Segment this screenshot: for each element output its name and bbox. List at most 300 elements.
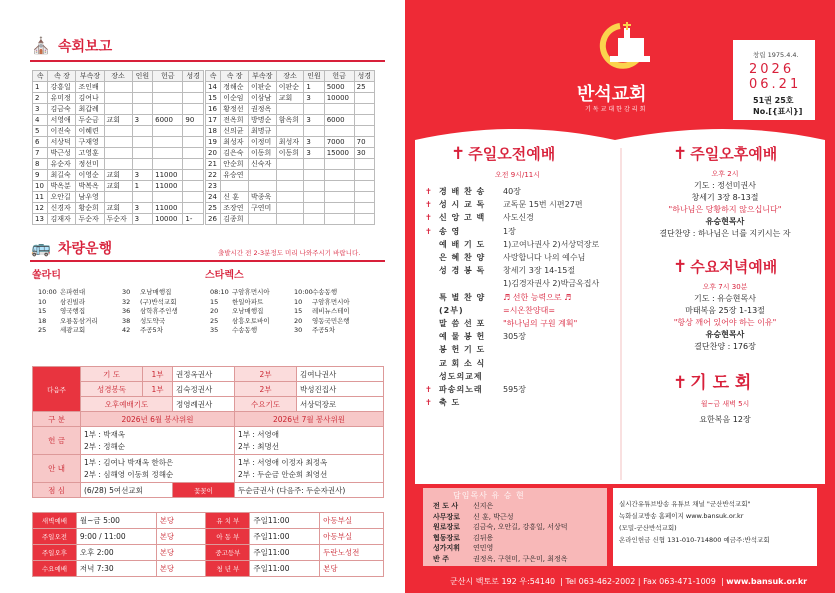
news-cell: 두순자 bbox=[76, 214, 104, 225]
staff-names: 신 훈, 박근성 bbox=[473, 512, 514, 521]
news-cell bbox=[324, 181, 354, 192]
order-value: 교독문 15번 시편27편 bbox=[503, 200, 583, 210]
news-cell bbox=[153, 159, 183, 170]
news-row bbox=[33, 159, 204, 170]
order-cross-icon bbox=[425, 277, 439, 290]
schedule-row bbox=[33, 513, 384, 529]
wed-preacher: 유승현목사 bbox=[705, 330, 745, 339]
order-row bbox=[425, 251, 599, 264]
staff-list bbox=[433, 501, 568, 564]
schedule-cell: 주일오전 bbox=[33, 529, 77, 545]
schedule-row bbox=[33, 561, 384, 577]
news-cell bbox=[324, 159, 354, 170]
news-cell: 이순임 bbox=[221, 93, 249, 104]
order-name: 성 시 교 독 bbox=[439, 200, 486, 210]
bus-stop-cell: 20 bbox=[294, 316, 303, 325]
news-cell: 15 bbox=[206, 93, 221, 104]
news-cell: 최갑례 bbox=[76, 104, 104, 115]
news-cell: 8 bbox=[33, 159, 48, 170]
news-cell: 고영훈 bbox=[76, 148, 104, 159]
order-name: 특 별 찬 양 bbox=[439, 292, 486, 302]
duty-rowhead: 다음주 bbox=[33, 367, 81, 412]
staff-names: 권정옥, 구현미, 구은미, 최정옥 bbox=[473, 554, 568, 563]
order-name: 송 영 bbox=[439, 226, 461, 236]
news-cell: 9 bbox=[33, 170, 48, 181]
news-cell: 신경자 bbox=[48, 203, 76, 214]
bus-stop-row bbox=[210, 326, 382, 336]
news-row bbox=[33, 137, 204, 148]
bus-stop-cell: 삼학휴주인생 bbox=[140, 307, 178, 316]
news-cell: 교회 bbox=[104, 170, 132, 181]
pm-title-text: 주일오후예배 bbox=[690, 145, 778, 163]
pm-scripture: 창세기 3장 8-13절 bbox=[691, 193, 759, 202]
bus-stop-row bbox=[210, 307, 382, 317]
news-cell bbox=[354, 104, 374, 115]
bus-stop-row bbox=[38, 288, 210, 298]
order-row bbox=[425, 211, 599, 224]
order-name: (2부) bbox=[439, 305, 464, 315]
bus-stop-cell: 25 bbox=[38, 326, 47, 335]
order-name: 말 씀 선 포 bbox=[439, 319, 486, 329]
duty-label: 수요기도 bbox=[235, 397, 297, 412]
news-header-cell: 속 장 bbox=[48, 71, 76, 82]
wed-prayer: 기도 : 유승현목사 bbox=[694, 294, 756, 303]
news-cell bbox=[354, 159, 374, 170]
pm-prayer: 기도 : 정선미권사 bbox=[694, 181, 756, 190]
news-header-cell: 성경 bbox=[183, 71, 204, 82]
bus-note: 출발시간 전 2-3분정도 미리 나와주시기 바랍니다. bbox=[218, 249, 361, 257]
duty-label: 오후예배기도 bbox=[81, 397, 173, 412]
order-row bbox=[425, 238, 599, 251]
news-cell bbox=[354, 115, 374, 126]
news-cell: 3 bbox=[132, 203, 153, 214]
pm-service-title bbox=[673, 143, 777, 164]
news-cell: 6000 bbox=[324, 115, 354, 126]
footer-bar: 군산시 백토로 192 우:54140 | Tel 063-462-2002 | Fax 063-471-1009 | www.bansuk.or.kr bbox=[405, 571, 835, 593]
news-row bbox=[33, 148, 204, 159]
order-name bbox=[439, 277, 503, 290]
news-cell bbox=[104, 104, 132, 115]
news-cell: 이혜련 bbox=[76, 126, 104, 137]
news-cell bbox=[354, 192, 374, 203]
bus-stop-row bbox=[38, 326, 210, 336]
news-cell bbox=[132, 137, 153, 148]
news-cell bbox=[324, 170, 354, 181]
news-cell: 이영순 bbox=[76, 170, 104, 181]
news-cell: 정선미 bbox=[76, 159, 104, 170]
offering-line: 1부 : 서영애 bbox=[238, 429, 280, 439]
news-cell bbox=[354, 126, 374, 137]
news-row bbox=[206, 192, 375, 203]
contact-box bbox=[613, 488, 817, 566]
duty-label: 꽃꽂이 bbox=[173, 483, 235, 498]
wed-scripture: 마태복음 25장 1-13절 bbox=[685, 306, 765, 315]
order-value: 40장 bbox=[503, 187, 521, 196]
bus-stop-cell: 25 bbox=[210, 316, 219, 325]
wed-time: 오후 7시 30분 bbox=[702, 283, 748, 291]
contact-line: 실시간유튜브방송 유튜브 채널 "군산반석교회" bbox=[619, 500, 751, 508]
bus-icon: 🚌 bbox=[31, 238, 51, 257]
news-cell: 최길숙 bbox=[48, 170, 76, 181]
news-cell bbox=[276, 181, 304, 192]
news-row bbox=[206, 203, 375, 214]
news-cell bbox=[276, 126, 304, 137]
news-cell: 10000 bbox=[324, 93, 354, 104]
news-cell: 7000 bbox=[324, 137, 354, 148]
news-cell: 교회 bbox=[104, 203, 132, 214]
pm-sermon: "하나님은 당황하지 않으십니다" bbox=[668, 205, 782, 214]
news-cell: 이판순 bbox=[276, 82, 304, 93]
order-cross-icon: ✝ bbox=[425, 200, 432, 210]
news-cell bbox=[304, 214, 324, 225]
cross-icon: ✝ bbox=[673, 373, 688, 393]
left-page bbox=[0, 0, 400, 593]
bus-stop-cell: 15 bbox=[210, 297, 219, 306]
news-row bbox=[206, 159, 375, 170]
schedule-cell: 주일11:00 bbox=[250, 529, 320, 545]
staff-row bbox=[433, 512, 568, 523]
order-cross-icon bbox=[425, 370, 439, 383]
founded-date: 창립 1975.4.4. bbox=[753, 51, 799, 59]
bus-stop-cell: 레비뉴스테이 bbox=[312, 307, 350, 316]
bus-stop-cell: 주공5차 bbox=[140, 326, 163, 335]
news-cell: 구연미 bbox=[248, 203, 276, 214]
news-row bbox=[206, 104, 375, 115]
news-header-cell: 부속장 bbox=[248, 71, 276, 82]
church-name: 반석교회 bbox=[577, 84, 647, 105]
news-cell: 3 bbox=[132, 214, 153, 225]
news-cell: 3 bbox=[132, 170, 153, 181]
duty-person: 김여나권사 bbox=[297, 367, 384, 382]
news-cell bbox=[132, 126, 153, 137]
news-cell: 전옥희 bbox=[221, 115, 249, 126]
am-title-text: 주일오전예배 bbox=[468, 145, 556, 163]
news-cell bbox=[153, 137, 183, 148]
news-cell bbox=[183, 93, 204, 104]
news-cell bbox=[324, 203, 354, 214]
church-subtitle: 기독교대한감리회 bbox=[585, 106, 648, 113]
news-cell: 박종욱 bbox=[248, 192, 276, 203]
news-cell: 19 bbox=[206, 137, 221, 148]
news-cell: 유승연 bbox=[221, 170, 249, 181]
bus-section-header bbox=[30, 238, 112, 258]
order-cross-icon: ✝ bbox=[425, 398, 432, 408]
news-row bbox=[206, 126, 375, 137]
order-value: 창세기 3장 14-15절 bbox=[503, 266, 576, 276]
bus-stop-cell: 수송동행 bbox=[232, 326, 258, 335]
news-cell bbox=[183, 148, 204, 159]
news-header-cell: 인원 bbox=[132, 71, 153, 82]
bus-stop-cell: 15 bbox=[294, 307, 303, 316]
wed-closing: 결단찬양 : 176장 bbox=[694, 342, 756, 351]
order-value: 305장 bbox=[503, 332, 526, 342]
bus-title: 차량운행 bbox=[58, 241, 113, 257]
news-cell: 6000 bbox=[153, 115, 183, 126]
duty-table bbox=[32, 366, 384, 498]
schedule-cell: 수요예배 bbox=[33, 561, 77, 577]
order-value: 1)고여나권사 2)서상덕장로 bbox=[503, 239, 600, 249]
news-cell: 유순자 bbox=[48, 159, 76, 170]
news-cell bbox=[324, 104, 354, 115]
schedule-cell: 주일11:00 bbox=[250, 545, 320, 561]
bus-stop-cell: 18 bbox=[38, 316, 47, 325]
news-row bbox=[33, 82, 204, 93]
news-cell: 남우영 bbox=[76, 192, 104, 203]
news-cell bbox=[304, 170, 324, 181]
schedule-cell: 중고등부 bbox=[206, 545, 250, 561]
news-cell bbox=[276, 104, 304, 115]
order-row bbox=[425, 304, 599, 317]
news-cell bbox=[183, 181, 204, 192]
news-cell: 3 bbox=[304, 115, 324, 126]
issue-card bbox=[733, 40, 815, 120]
order-cross-icon bbox=[425, 317, 439, 330]
order-row bbox=[425, 370, 599, 383]
order-name: 예 물 봉 헌 bbox=[439, 332, 486, 342]
order-name: 경 배 찬 송 bbox=[439, 187, 486, 196]
schedule-cell: 본당 bbox=[156, 561, 206, 577]
staff-names: 연민영 bbox=[473, 544, 494, 552]
order-name: 은 혜 찬 양 bbox=[439, 253, 486, 263]
news-cell bbox=[221, 181, 249, 192]
order-cross-icon: ✝ bbox=[425, 213, 432, 223]
news-header-cell: 헌금 bbox=[153, 71, 183, 82]
news-row bbox=[206, 181, 375, 192]
bus-stop-cell: 삼흥오토바이 bbox=[232, 316, 270, 325]
news-row bbox=[33, 170, 204, 181]
news-cell bbox=[104, 126, 132, 137]
news-cell bbox=[104, 137, 132, 148]
schedule-cell: 주일11:00 bbox=[250, 561, 320, 577]
dawn-title-text: 기 도 회 bbox=[690, 373, 752, 393]
dawn-service-title bbox=[673, 368, 751, 393]
order-name: 성도의교제 bbox=[439, 371, 483, 381]
order-row bbox=[425, 198, 599, 211]
news-cell bbox=[183, 126, 204, 137]
news-cell bbox=[183, 137, 204, 148]
news-cell bbox=[276, 170, 304, 181]
news-cell: 70 bbox=[354, 137, 374, 148]
bus-stop-cell: 구암휴먼시아 bbox=[312, 297, 350, 306]
schedule-cell: 본당 bbox=[156, 529, 206, 545]
contact-list bbox=[619, 498, 770, 546]
schedule-row bbox=[33, 529, 384, 545]
schedule-cell: 주일11:00 bbox=[250, 513, 320, 529]
news-cell: 황순희 bbox=[76, 203, 104, 214]
news-cell: 3 bbox=[304, 93, 324, 104]
bus-stop-cell: 10 bbox=[38, 297, 47, 306]
bus-stop-cell: 주공5차 bbox=[312, 326, 335, 335]
bus-stop-cell: 30 bbox=[122, 288, 131, 296]
bus-stop-cell: 20 bbox=[210, 307, 219, 316]
footer-phone: Tel 063-462-2002 | Fax 063-471-1009 bbox=[565, 577, 716, 586]
news-cell: 신 훈 bbox=[221, 192, 249, 203]
news-cell bbox=[104, 159, 132, 170]
news-cell bbox=[304, 181, 324, 192]
staff-row bbox=[433, 533, 568, 544]
issue-date: 06.21 bbox=[749, 77, 802, 92]
news-cell bbox=[153, 148, 183, 159]
news-cell bbox=[132, 148, 153, 159]
news-cell: 박근성 bbox=[48, 148, 76, 159]
news-cell: 박복옥 bbox=[76, 181, 104, 192]
news-cell: 김은숙 bbox=[221, 148, 249, 159]
bus-stop-cell: 38 bbox=[122, 316, 131, 325]
news-cell: 유미정 bbox=[48, 93, 76, 104]
news-cell bbox=[132, 93, 153, 104]
bus-right-list bbox=[210, 288, 382, 336]
order-value: 1장 bbox=[503, 226, 516, 236]
news-cell: 3 bbox=[304, 148, 324, 159]
schedule-cell: 9:00 / 11:00 bbox=[76, 529, 156, 545]
pm-service-details bbox=[630, 168, 820, 240]
news-cell: 25 bbox=[354, 82, 374, 93]
dawn-time: 월~금 새벽 5시 bbox=[700, 400, 750, 408]
news-cell bbox=[248, 214, 276, 225]
wed-service-title bbox=[673, 256, 777, 277]
bus-stop-row bbox=[210, 298, 382, 308]
schedule-cell: 본당 bbox=[156, 545, 206, 561]
usher-line: 2부 : 두순금 안순희 최영선 bbox=[238, 469, 328, 479]
bus-stop-cell: 32 bbox=[122, 297, 131, 306]
pm-preacher: 유승현목사 bbox=[705, 217, 745, 226]
duty-part: 1부 bbox=[143, 382, 173, 397]
news-cell: 방명순 bbox=[248, 115, 276, 126]
staff-row bbox=[433, 501, 568, 512]
news-cell bbox=[304, 203, 324, 214]
news-cell: 17 bbox=[206, 115, 221, 126]
order-name: 성 경 봉 독 bbox=[439, 266, 486, 276]
news-cell bbox=[104, 192, 132, 203]
news-cell bbox=[276, 159, 304, 170]
news-header-cell: 속 장 bbox=[221, 71, 249, 82]
staff-role: 성가지휘 bbox=[433, 544, 461, 552]
order-cross-icon: ✝ bbox=[425, 226, 432, 236]
bus-stop-row bbox=[38, 307, 210, 317]
news-cell: 1 bbox=[132, 181, 153, 192]
news-cell: 이진숙 bbox=[48, 126, 76, 137]
bus-stop-cell: 성도약국 bbox=[140, 316, 166, 325]
news-cell bbox=[153, 82, 183, 93]
news-cell bbox=[248, 170, 276, 181]
news-cell bbox=[324, 126, 354, 137]
news-cell: 서영애 bbox=[48, 115, 76, 126]
news-cell bbox=[354, 181, 374, 192]
news-cell: 23 bbox=[206, 181, 221, 192]
bus-right-name: 스타렉스 bbox=[205, 270, 244, 281]
church-icon: ⛪ bbox=[31, 36, 51, 55]
staff-role: 원로장로 bbox=[433, 523, 461, 531]
duty-person: 김숙정권사 bbox=[173, 382, 235, 397]
news-cell: 안순희 bbox=[221, 159, 249, 170]
footer-website[interactable]: www.bansuk.or.kr bbox=[726, 577, 808, 586]
news-cell: 강흥일 bbox=[48, 82, 76, 93]
order-cross-icon: ✝ bbox=[425, 385, 432, 395]
news-section-header bbox=[30, 36, 112, 56]
news-header-cell: 부속장 bbox=[76, 71, 104, 82]
bus-stop-cell: 오남매행집 bbox=[232, 307, 264, 316]
news-cell: 김재자 bbox=[48, 214, 76, 225]
order-row bbox=[425, 343, 599, 356]
news-cell: 16 bbox=[206, 104, 221, 115]
bus-stop-cell: 30 bbox=[294, 326, 303, 335]
duty-label: 성경봉독 bbox=[81, 382, 143, 397]
news-header-cell: 속 bbox=[206, 71, 221, 82]
pm-time: 오후 2시 bbox=[711, 170, 739, 178]
offering-june bbox=[81, 427, 235, 455]
news-cell bbox=[183, 159, 204, 170]
news-cell: 황정선 bbox=[221, 104, 249, 115]
news-cell bbox=[324, 192, 354, 203]
news-row bbox=[33, 214, 204, 225]
news-row bbox=[33, 126, 204, 137]
duty-person: 서상덕장로 bbox=[297, 397, 384, 412]
news-cell: 이삼남 bbox=[248, 93, 276, 104]
bus-stop-cell: 오남매행집 bbox=[140, 288, 172, 296]
news-header-cell: 인원 bbox=[304, 71, 324, 82]
schedule-cell: 새벽예배 bbox=[33, 513, 77, 529]
news-cell: 90 bbox=[183, 115, 204, 126]
news-cell: 18 bbox=[206, 126, 221, 137]
news-cell bbox=[304, 126, 324, 137]
news-cell: 4 bbox=[33, 115, 48, 126]
bus-stop-cell: 오룡동삼거리 bbox=[60, 316, 98, 325]
schedule-cell: 청 년 부 bbox=[206, 561, 250, 577]
issue-volume: 51권 25호 bbox=[753, 96, 794, 105]
duty-label: 헌 금 bbox=[33, 427, 81, 455]
bus-stop-cell: 삼진빌라 bbox=[60, 297, 86, 306]
news-cell bbox=[132, 104, 153, 115]
news-cell bbox=[104, 82, 132, 93]
order-row bbox=[425, 291, 599, 304]
news-cell: 이판순 bbox=[248, 82, 276, 93]
news-divider bbox=[30, 60, 385, 62]
news-cell: 15000 bbox=[324, 148, 354, 159]
news-row bbox=[206, 93, 375, 104]
news-cell: 김종희 bbox=[221, 214, 249, 225]
news-cell bbox=[183, 170, 204, 181]
news-cell bbox=[183, 192, 204, 203]
staff-role: 전 도 사 bbox=[433, 502, 459, 510]
news-cell bbox=[354, 170, 374, 181]
order-cross-icon bbox=[425, 291, 439, 304]
news-cell: 김금숙 bbox=[48, 104, 76, 115]
order-value: =시온찬양대= bbox=[503, 305, 556, 315]
news-cell: 오안길 bbox=[48, 192, 76, 203]
order-value: 사도신경 bbox=[503, 213, 534, 223]
staff-role: 반 주 bbox=[433, 554, 449, 563]
duty-label: 점 심 bbox=[33, 483, 81, 498]
issue-number: No.[{표시}] bbox=[753, 107, 803, 116]
flower-value: 두순금권사 (다음주: 두순자권사) bbox=[235, 483, 384, 498]
news-cell: 신의균 bbox=[221, 126, 249, 137]
news-cell bbox=[304, 159, 324, 170]
news-cell bbox=[276, 203, 304, 214]
news-cell bbox=[248, 181, 276, 192]
news-cell: 권정옥 bbox=[248, 104, 276, 115]
order-value: 사랑합니다 나의 예수님 bbox=[503, 253, 586, 263]
news-cell: 최명규 bbox=[248, 126, 276, 137]
news-header-cell: 속 bbox=[33, 71, 48, 82]
order-name: 축 도 bbox=[439, 398, 461, 408]
news-cell bbox=[153, 126, 183, 137]
news-cell: 10 bbox=[33, 181, 48, 192]
news-header-cell: 장소 bbox=[276, 71, 304, 82]
duty-month: 2026년 7월 봉사위원 bbox=[235, 412, 384, 427]
news-cell: 26 bbox=[206, 214, 221, 225]
order-cross-icon: ✝ bbox=[425, 187, 432, 196]
am-service-time: 오전 9시/11시 bbox=[495, 171, 540, 179]
